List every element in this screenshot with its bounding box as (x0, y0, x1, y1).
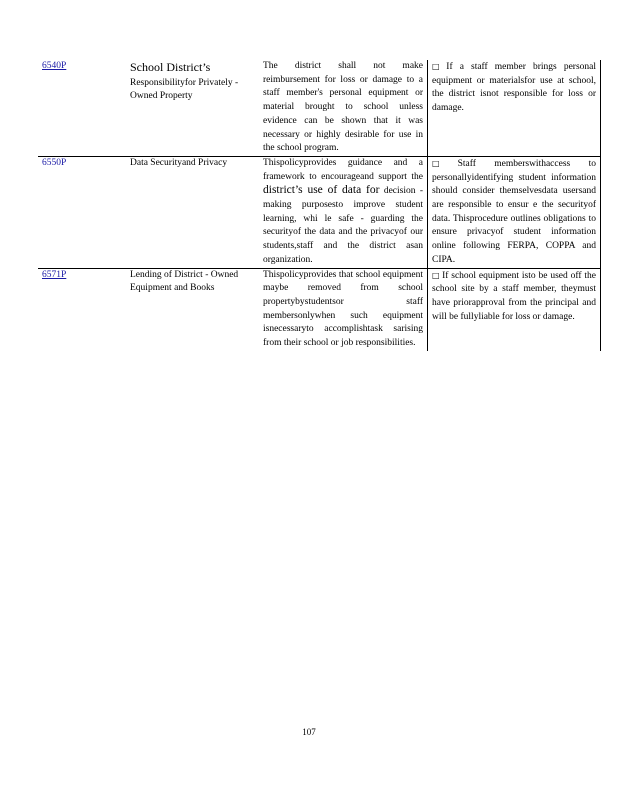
policy-code-link[interactable]: 6571P (42, 269, 67, 280)
policy-title: Lending of District - Owned Equipment and Books (126, 268, 259, 351)
policy-description: The district shall not make reimbursement for loss or damage to a staff member's personal equipment or material brought to school unless evidence can be shown that it was necessary or highly desirable for use in the school program. (259, 60, 428, 156)
policy-description: Thispolicyprovides that school equipment maybe removed from school propertybystudentsor staff membersonlywhen such equipment isnecessaryto accomplishtask sarising from their school or job responsibilities. (259, 268, 428, 351)
policy-code-link[interactable]: 6540P (42, 61, 67, 71)
table-row (38, 156, 601, 268)
policy-note-cell (428, 268, 601, 351)
policy-code-text: 6550P (42, 157, 67, 168)
policy-description-part-a: Thispolicyprovides guidance and a framework to encourageand support the (263, 157, 423, 182)
policy-description-part-c: decision -making purposesto improve student learning, whi le safe - guarding the securityof the data and the privacyof our students,staff and the district asan organization. (263, 186, 423, 265)
policy-note-cell (428, 60, 601, 156)
table-row (38, 60, 601, 156)
policy-note-cell (428, 156, 601, 268)
table-row (38, 268, 601, 351)
policy-code-cell (38, 268, 126, 351)
policy-code-cell (38, 156, 126, 268)
policy-note: Staff memberswithaccess to personallyidentifying student information should consider themselvesdata usersand are responsible to ensur e the securityof data. Thisprocedure outlines obligations to ensure privacyof student information online following FERPA, COPPA and CIPA. (432, 158, 596, 265)
policy-description-cell (259, 156, 428, 268)
policy-note: If school equipment isto be used off the school site by a staff member, theymust have priorapproval from the principal and will be fullyliable for loss or damage. (432, 270, 596, 322)
policy-note: If a staff member brings personal equipment or materialsfor use at school, the district isnot responsible for loss or damage. (432, 62, 597, 114)
policy-title-lead: School District’s (130, 60, 211, 74)
policy-description-part-b: district’s use of data for (263, 184, 380, 197)
bullet-box-icon: □ (432, 158, 456, 168)
policy-title-rest: Responsibilityfor Privately - Owned Property (130, 77, 239, 102)
policy-code-cell (38, 60, 126, 156)
bullet-box-icon: □ (432, 270, 441, 280)
policy-title: Data Securityand Privacy (126, 156, 259, 268)
page-number: 107 (302, 727, 316, 737)
policy-table (38, 60, 601, 351)
policy-title-cell (126, 60, 259, 156)
bullet-box-icon: □ (432, 62, 445, 71)
